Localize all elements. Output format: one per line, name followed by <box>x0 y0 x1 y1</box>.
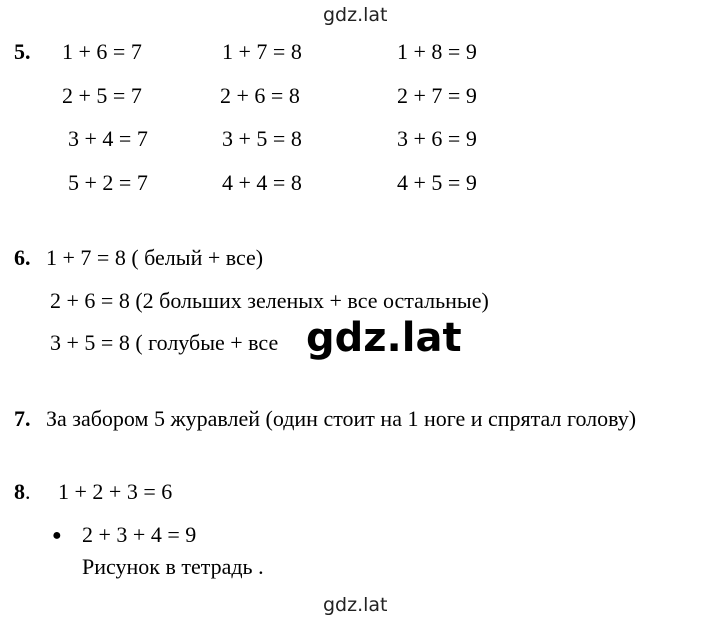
task5-eq-r4c3: 4 + 5 = 9 <box>397 170 477 195</box>
task7-text: За забором 5 журавлей (один стоит на 1 ноге и спрятал голову) <box>46 406 637 431</box>
task8-number <box>14 481 31 503</box>
task5-eq-r4c1: 5 + 2 = 7 <box>68 170 148 195</box>
task8-line3: Рисунок в тетрадь . <box>82 554 264 579</box>
task5-eq-r3c3: 3 + 6 = 9 <box>397 126 477 151</box>
task6-line3: 3 + 5 = 8 ( голубые + все <box>50 330 279 355</box>
task8-line1: 1 + 2 + 3 = 6 <box>58 479 173 504</box>
task5-eq-r1c1: 1 + 6 = 7 <box>62 39 142 64</box>
task8-bullet: ● <box>52 527 62 544</box>
task6-line1: 1 + 7 = 8 ( белый + все) <box>46 245 264 270</box>
task5-eq-r3c2: 3 + 5 = 8 <box>222 126 302 151</box>
task5-eq-r2c3: 2 + 7 = 9 <box>397 83 477 108</box>
watermark-top: gdz.lat <box>323 4 388 26</box>
task5-eq-r1c2: 1 + 7 = 8 <box>222 39 302 64</box>
task6-number: 6. <box>14 245 31 270</box>
task8-line2: 2 + 3 + 4 = 9 <box>82 522 197 547</box>
task8-number-digit: 8 <box>14 479 25 504</box>
task5-eq-r4c2: 4 + 4 = 8 <box>222 170 302 195</box>
task8-number-dot: . <box>25 479 31 504</box>
task5-eq-r3c1: 3 + 4 = 7 <box>68 126 148 151</box>
task6-line2: 2 + 6 = 8 (2 больших зеленых + все остальные) <box>50 288 489 313</box>
task7-number: 7. <box>14 406 31 431</box>
watermark-center: gdz.lat <box>300 318 468 358</box>
task5-eq-r2c1: 2 + 5 = 7 <box>62 83 142 108</box>
task5-number: 5. <box>14 39 31 64</box>
task5-eq-r2c2: 2 + 6 = 8 <box>220 83 300 108</box>
task5-eq-r1c3: 1 + 8 = 9 <box>397 39 477 64</box>
watermark-bottom: gdz.lat <box>323 594 388 616</box>
